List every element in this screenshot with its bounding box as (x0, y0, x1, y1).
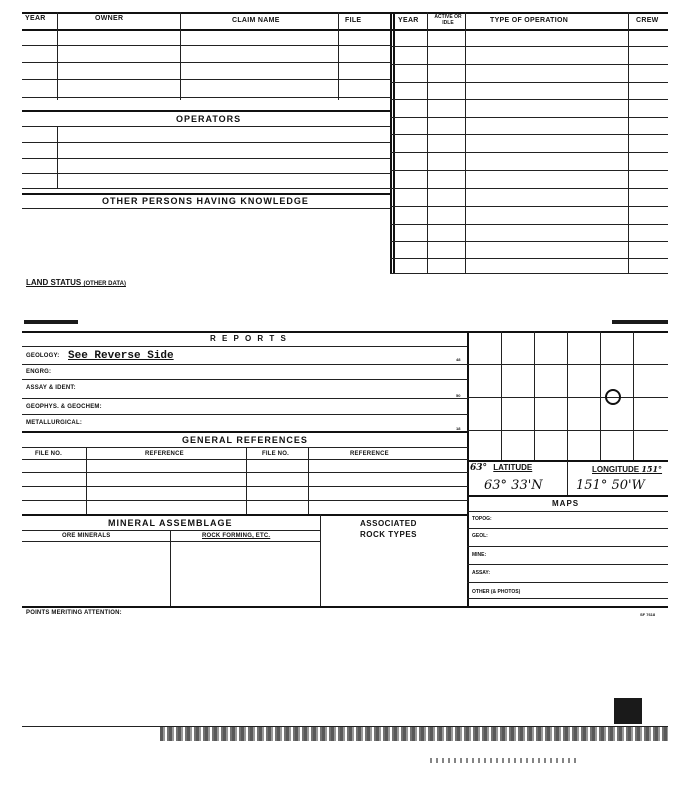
mineral-col (170, 530, 171, 607)
report-geology-label: GEOLOGY: (26, 353, 60, 359)
longitude-value: 151° 50'W (576, 478, 645, 493)
longitude-header (592, 464, 662, 474)
latlon-bottom (467, 495, 668, 497)
gen-ref-bottom (22, 514, 468, 516)
op-row-line (390, 152, 668, 153)
grid-row (467, 364, 668, 365)
grid-col (633, 331, 634, 461)
latitude-label: LATITUDE (493, 463, 533, 472)
lat-prefix: 63° (470, 463, 488, 473)
table-row-line (22, 142, 390, 143)
header-owner: OWNER (95, 15, 124, 22)
table-row-line (22, 79, 390, 80)
report-bottom-border (22, 431, 468, 433)
general-references-title: GENERAL REFERENCES (182, 435, 308, 445)
scan-smudge (612, 320, 668, 324)
gen-ref-title-line (22, 447, 468, 448)
col-divider (427, 12, 428, 274)
report-geology-num: 48 (456, 357, 461, 362)
gen-ref-header-line (22, 459, 468, 460)
scan-noise-band (160, 727, 668, 741)
scan-noise-band (430, 758, 580, 763)
op-row-line (390, 188, 668, 189)
op-row-line (390, 117, 668, 118)
maps-row-line (467, 582, 668, 583)
maps-mine-label: MINE: (472, 552, 487, 558)
gen-ref-header-reference-1: REFERENCE (145, 451, 184, 457)
table-row-line (22, 208, 390, 209)
header-type-of-operation: TYPE OF OPERATION (490, 17, 569, 24)
maps-other-label: OTHER (& PHOTOS) (472, 589, 521, 595)
table-row-line (22, 188, 390, 189)
grid-col (567, 331, 568, 461)
reports-right-border (467, 331, 469, 607)
maps-topog-label: TOPOG: (472, 516, 492, 522)
gen-ref-header-reference-2: REFERENCE (350, 451, 389, 457)
report-row-line (22, 414, 468, 415)
header-year: YEAR (25, 15, 46, 22)
table-top-border (22, 12, 668, 14)
op-row-line (390, 258, 668, 259)
report-row-line (22, 379, 468, 380)
operators-top-border (22, 110, 390, 112)
form-number: SF 7618 (640, 612, 656, 617)
location-marker-icon (605, 389, 621, 405)
report-assay-label: ASSAY & IDENT: (26, 385, 76, 391)
land-status-sub: (OTHER DATA) (83, 281, 126, 287)
rock-forming-header: ROCK FORMING, ETC. (202, 533, 271, 539)
grid-row (467, 430, 668, 431)
reports-title-line (22, 346, 468, 347)
maps-row-line (467, 546, 668, 547)
associated-rock-types-line1: ASSOCIATED (360, 519, 417, 528)
table-row-line (22, 158, 390, 159)
gen-ref-col (86, 447, 87, 515)
report-row-line (22, 364, 468, 365)
maps-row-line (467, 598, 668, 599)
land-status-title (26, 278, 126, 287)
op-row-line (390, 224, 668, 225)
mineral-title-line (22, 530, 320, 531)
reports-title: R E P O R T S (210, 334, 288, 343)
col-divider (57, 126, 58, 188)
maps-title-line (467, 511, 668, 512)
col-divider (57, 12, 58, 100)
col-divider (180, 12, 181, 100)
header-claim-name: CLAIM NAME (232, 17, 280, 24)
grid-row (467, 397, 668, 398)
report-engrg-label: ENGRG: (26, 369, 52, 375)
report-assay-num: 50 (456, 393, 461, 398)
op-row-line (390, 99, 668, 100)
land-status-label: LAND STATUS (26, 278, 82, 287)
mineral-assemblage-title: MINERAL ASSEMBLAGE (108, 518, 233, 528)
gen-ref-row-line (22, 486, 468, 487)
report-geophys-label: GEOPHYS. & GEOCHEM: (26, 404, 102, 410)
latitude-value: 63° 33'N (484, 478, 543, 493)
maps-row-line (467, 528, 668, 529)
maps-assay-label: ASSAY: (472, 570, 491, 576)
operators-title: OPERATORS (176, 114, 242, 124)
table-row-line (22, 126, 390, 127)
grid-col (501, 331, 502, 461)
header-bottom-border (22, 29, 668, 31)
gen-ref-header-file-no-2: FILE NO. (262, 451, 289, 457)
mineral-bottom-border (22, 606, 668, 608)
gen-ref-row-line (22, 472, 468, 473)
gen-ref-col (308, 447, 309, 515)
table-row-line (22, 45, 390, 46)
grid-col (600, 331, 601, 461)
maps-row-line (467, 564, 668, 565)
table-row-line (22, 62, 390, 63)
col-divider-main (393, 12, 395, 274)
latlon-divider (567, 461, 568, 496)
header-crew: CREW (636, 17, 659, 24)
other-persons-title: OTHER PERSONS HAVING KNOWLEDGE (102, 196, 309, 206)
header-active-or-idle: ACTIVE OR IDLE (434, 14, 462, 26)
mineral-right-border (320, 514, 321, 607)
lon-suffix: 151° (641, 464, 663, 474)
gen-ref-col (246, 447, 247, 515)
latitude-header (470, 463, 532, 473)
op-row-line (390, 46, 668, 47)
col-divider (465, 12, 466, 274)
longitude-label: LONGITUDE (592, 465, 640, 474)
report-metallurgical-label: METALLURGICAL: (26, 420, 83, 426)
col-divider (628, 12, 629, 274)
scan-edge-line (22, 726, 668, 727)
table-row-line (22, 173, 390, 174)
table-row-line (22, 97, 390, 98)
op-row-line (390, 241, 668, 242)
gen-ref-row-line (22, 500, 468, 501)
other-persons-top-border (22, 193, 390, 195)
maps-geol-label: GEOL: (472, 533, 488, 539)
header-op-year: YEAR (398, 17, 419, 24)
op-row-line (390, 170, 668, 171)
maps-title: MAPS (552, 499, 580, 508)
grid-col (534, 331, 535, 461)
gen-ref-header-file-no-1: FILE NO. (35, 451, 62, 457)
op-row-line (390, 206, 668, 207)
mineral-header-line (22, 541, 320, 542)
col-divider (338, 12, 339, 100)
op-row-line (390, 134, 668, 135)
report-geology-value: See Reverse Side (68, 350, 174, 362)
report-metallurgical-num: 18 (456, 426, 461, 431)
associated-rock-types-line2: ROCK TYPES (360, 530, 418, 539)
ore-minerals-header: ORE MINERALS (62, 533, 111, 539)
op-row-line (390, 273, 668, 274)
reports-top-border (22, 331, 668, 333)
op-row-line (390, 64, 668, 65)
col-divider-main (390, 12, 392, 274)
op-row-line (390, 82, 668, 83)
report-row-line (22, 398, 468, 399)
points-meriting-attention-label: POINTS MERITING ATTENTION: (26, 610, 122, 616)
header-file: FILE (345, 17, 362, 24)
scan-block (614, 698, 642, 724)
scan-smudge (24, 320, 78, 324)
